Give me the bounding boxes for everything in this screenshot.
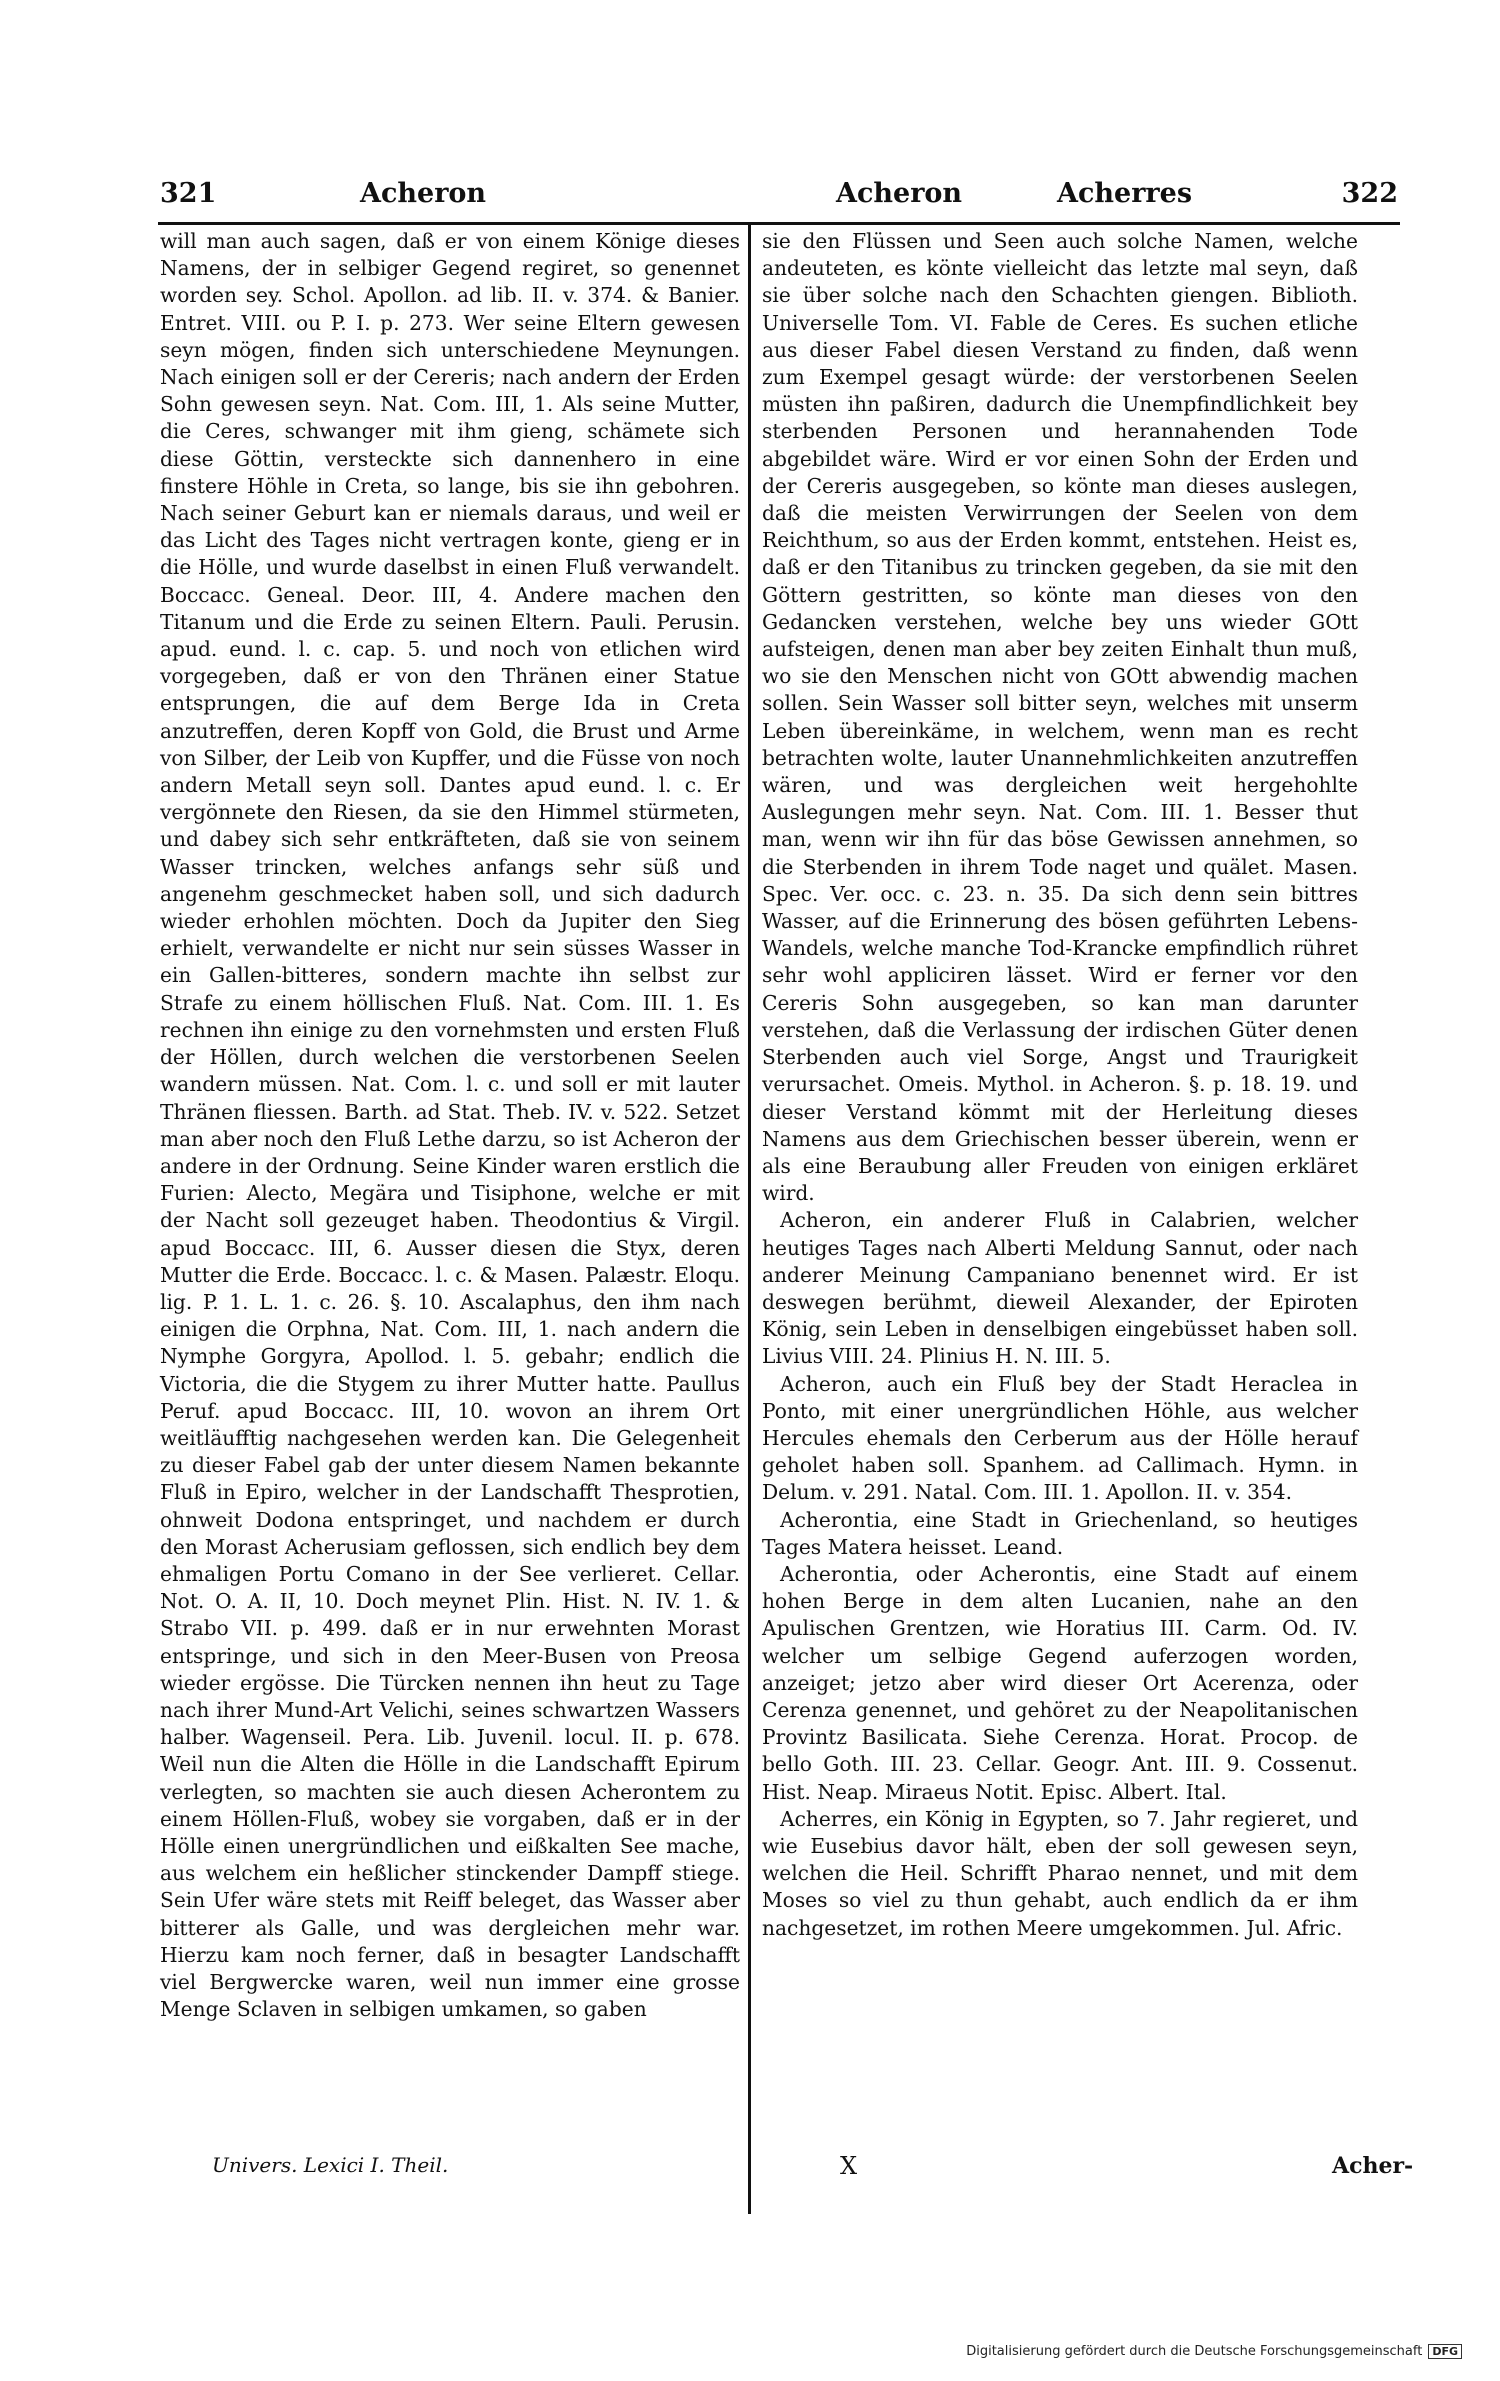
right-paragraph: sie den Flüssen und Seen auch solche Namen, welche andeuteten, es könte vielleicht das letzte mal seyn, daß sie über solche nach den Schachten giengen. Biblioth. Universelle Tom. VI. Fable de Ceres. Es suchen etliche aus dieser Fabel diesen Verstand zu finden, daß wenn zum Exempel gesagt würde: der verstorbenen Seelen müsten ihn paßiren, dadurch die Unempfindlichkeit bey sterbenden Personen und herannahenden Tode abgebildet wäre. Wird er vor einen Sohn der Erden und der Cereris ausgegeben, so könte man dieses auslegen, daß die meisten Verwirrungen der Seelen von dem Reichthum, so aus der Erden kommt, entstehen. Heist es, daß er den Titanibus zu trincken gegeben, da sie mit den Göttern gestritten, so könte man dieses von den Gedancken verstehen, welche bey uns wieder GOtt aufsteigen, denen man aber bey zeiten Einhalt thun muß, wo sie den Menschen nicht von GOtt abwendig machen sollen. Sein Wasser soll bitter seyn, welches mit unserm Leben übereinkäme, in welchem, wenn man es recht betrachten wolte, lauter Unannehmlichkeiten anzutreffen wären, und was dergleichen weit hergehohlte Auslegungen mehr seyn. Nat. Com. III. 1. Besser thut man, wenn wir ihn für das böse Gewissen annehmen, so die Sterbenden in ihrem Tode naget und quälet. Masen. Spec. Ver. occ. c. 23. n. 35. Da sich denn sein bittres Wasser, auf die Erinnerung des bösen geführten Lebens-Wandels, welche manche Tod-Krancke empfindlich rühret sehr wohl appliciren lässet. Wird er ferner vor den Cereris Sohn ausgegeben, so kan man darunter verstehen, daß die Verlassung der irdischen Güter denen Sterbenden auch viel Sorge, Angst und Traurigkeit verursachet. Omeis. Mythol. in Acheron. §. p. 18. 19. und dieser Verstand kömmt mit der Herleitung dieses Namens aus dem Griechischen besser überein, wenn er als eine Beraubung aller Freuden von einigen erkläret wird. xyxy=(762,229,1358,1206)
column-divider xyxy=(748,224,751,2214)
signature-mark: X xyxy=(840,2152,858,2180)
entry-acherontia-1: Acherontia, eine Stadt in Griechenland, so heutiges Tages Matera heisset. Leand. xyxy=(762,1507,1358,1559)
volume-signature: Univers. Lexici I. Theil. xyxy=(212,2153,449,2177)
digitization-footer xyxy=(966,2344,1462,2359)
running-title-mid: Acheron xyxy=(836,178,963,209)
running-title-right: Acherres xyxy=(1057,178,1193,209)
digitization-note: Digitalisierung gefördert durch die Deutsche Forschungsgemeinschaft xyxy=(966,2344,1423,2359)
dfg-logo-icon: DFG xyxy=(1428,2344,1462,2359)
entry-acheron-ponto: Acheron, auch ein Fluß bey der Stadt Heraclea in Ponto, mit einer unergründlichen Höhle, aus welcher Hercules ehemals den Cerberum aus der Hölle herauf geholet haben soll. Spanhem. ad Callimach. Hymn. in Delum. v. 291. Natal. Com. III. 1. Apollon. II. v. 354. xyxy=(762,1371,1358,1505)
right-column xyxy=(762,228,1358,1942)
catchword: Acher- xyxy=(1332,2153,1414,2179)
entry-acherontia-2: Acherontia, oder Acherontis, eine Stadt auf einem hohen Berge in dem alten Lucanien, nahe an den Apulischen Grentzen, wie Horatius III. Carm. Od. IV. welcher um selbige Gegend auferzogen worden, anzeiget; jetzo aber wird dieser Ort Acerenza, oder Cerenza genennet, und gehöret zu der Neapolitanischen Provintz Basilicata. Siehe Cerenza. Horat. Procop. de bello Goth. III. 23. Cellar. Geogr. Ant. III. 9. Cossenut. Hist. Neap. Miraeus Notit. Episc. Albert. Ital. xyxy=(762,1561,1358,1804)
page-number-right: 322 xyxy=(1341,178,1398,209)
entry-acherres: Acherres, ein König in Egypten, so 7. Jahr regieret, und wie Eusebius davor hält, eben der soll gewesen seyn, welchen die Heil. Schrifft Pharao nennet, und mit dem Moses so viel zu thun gehabt, auch endlich da er ihm nachgesetzet, im rothen Meere umgekommen. Jul. Afric. xyxy=(762,1806,1358,1940)
running-title-left: Acheron xyxy=(360,178,487,209)
entry-acheron-calabrien: Acheron, ein anderer Fluß in Calabrien, welcher heutiges Tages nach Alberti Meldung Sannut, oder nach anderer Meinung Campaniano benennet wird. Er ist deswegen berühmt, dieweil Alexander, der Epiroten König, sein Leben in denselbigen eingebüsset haben soll. Livius VIII. 24. Plinius H. N. III. 5. xyxy=(762,1208,1358,1369)
page-header xyxy=(160,178,1398,218)
page-number-left: 321 xyxy=(160,178,217,209)
left-paragraph: will man auch sagen, daß er von einem Könige dieses Namens, der in selbiger Gegend regiret, so genennet worden sey. Schol. Apollon. ad lib. II. v. 374. & Banier. Entret. VIII. ou P. I. p. 273. Wer seine Eltern gewesen seyn mögen, finden sich unterschiedene Meynungen. Nach einigen soll er der Cereris; nach andern der Erden Sohn gewesen seyn. Nat. Com. III, 1. Als seine Mutter, die Ceres, schwanger mit ihm gieng, schämete sich diese Göttin, versteckte sich dannenhero in eine finstere Höhle in Creta, so lange, bis sie ihn gebohren. Nach seiner Geburt kan er niemals daraus, und weil er das Licht des Tages nicht vertragen konte, gieng er in die Hölle, und wurde daselbst in einen Fluß verwandelt. Boccacc. Geneal. Deor. III, 4. Andere machen den Titanum und die Erde zu seinen Eltern. Pauli. Perusin. apud. eund. l. c. cap. 5. und noch von etlichen wird vorgegeben, daß er von den Thränen einer Statue entsprungen, die auf dem Berge Ida in Creta anzutreffen, deren Kopff von Gold, die Brust und Arme von Silber, der Leib von Kupffer, und die Füsse von noch andern Metall seyn soll. Dantes apud eund. l. c. Er vergönnete den Riesen, da sie den Himmel stürmeten, und dabey sich sehr entkräfteten, daß sie von seinem Wasser trincken, welches anfangs sehr süß und angenehm geschmecket haben soll, und sich dadurch wieder erhohlen möchten. Doch da Jupiter den Sieg erhielt, verwandelte er nicht nur sein süsses Wasser in ein Gallen-bitteres, sondern machte ihn selbst zur Strafe zu einem höllischen Fluß. Nat. Com. III. 1. Es rechnen ihn einige zu den vornehmsten und ersten Fluß der Höllen, durch welchen die verstorbenen Seelen wandern müssen. Nat. Com. l. c. und soll er mit lauter Thränen fliessen. Barth. ad Stat. Theb. IV. v. 522. Setzet man aber noch den Fluß Lethe darzu, so ist Acheron der andere in der Ordnung. Seine Kinder waren erstlich die Furien: Alecto, Megära und Tisiphone, welche er mit der Nacht soll gezeuget haben. Theodontius & Virgil. apud Boccacc. III, 6. Ausser diesen die Styx, deren Mutter die Erde. Boccacc. l. c. & Masen. Palæstr. Eloqu. lig. P. 1. L. 1. c. 26. §. 10. Ascalaphus, den ihm nach einigen die Orphna, Nat. Com. III, 1. nach andern die Nymphe Gorgyra, Apollod. l. 5. gebahr; endlich die Victoria, die die Stygem zu ihrer Mutter hatte. Paullus Peruf. apud Boccacc. III, 10. wovon an ihrem Ort weitläufftig nachgesehen werden kan. Die Gelegenheit zu dieser Fabel gab der unter diesem Namen bekannte Fluß in Epiro, welcher in der Landschafft Thesprotien, ohnweit Dodona entspringet, und nachdem er durch den Morast Acherusiam geflossen, sich endlich bey dem ehmaligen Portu Comano in der See verlieret. Cellar. Not. O. A. II, 10. Doch meynet Plin. Hist. N. IV. 1. & Strabo VII. p. 499. daß er in nur erwehnten Morast entspringe, und sich in den Meer-Busen von Preosa wieder ergösse. Die Türcken nennen ihn heut zu Tage nach ihrer Mund-Art Velichi, seines schwartzen Wassers halber. Wagenseil. Pera. Lib. Juvenil. locul. II. p. 678. Weil nun die Alten die Hölle in die Landschafft Epirum verlegten, so machten sie auch diesen Acherontem zu einem Höllen-Fluß, wobey sie vorgaben, daß er in der Hölle einen unergründlichen und eißkalten See mache, aus welchem ein heßlicher stinckender Dampff stiege. Sein Ufer wäre stets mit Reiff beleget, das Wasser aber bitterer als Galle, und was dergleichen mehr war. Hierzu kam noch ferner, daß in besagter Landschafft viel Bergwercke waren, weil nun immer eine grosse Menge Sclaven in selbigen umkamen, so gaben xyxy=(160,229,740,2022)
header-rule xyxy=(158,222,1400,225)
left-column xyxy=(160,228,740,2023)
